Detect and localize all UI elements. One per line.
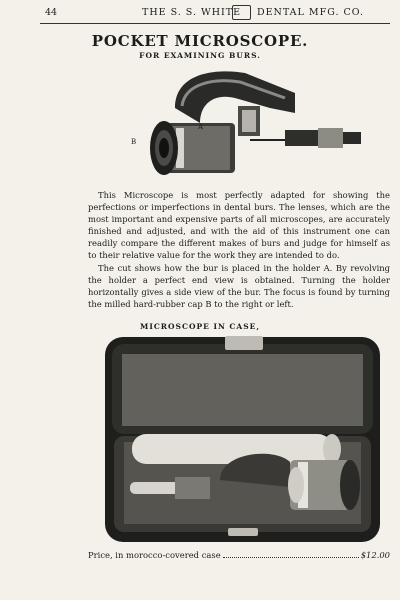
running-title-right: DENTAL MFG. CO. [257, 7, 364, 18]
microscope-illustration [120, 68, 370, 178]
price-label: Price, in morocco-covered case [88, 550, 221, 560]
microscope-case-illustration [100, 332, 385, 547]
page-title: POCKET MICROSCOPE. [91, 32, 309, 50]
page-number: 44 [45, 7, 58, 18]
figure-label-b: B [131, 138, 137, 146]
running-title-left: THE S. S. WHITE [142, 7, 242, 18]
figure-label-a: A [198, 123, 204, 131]
figure-caption: MICROSCOPE IN CASE, [140, 322, 260, 331]
page-subtitle: FOR EXAMINING BURS. [139, 51, 261, 60]
header-rule [40, 23, 390, 24]
price-line [88, 550, 390, 560]
paragraph-1: This Microscope is most perfectly adapted for showing the perfections or imperfections in dental burs. The lenses, which are the most important and expensive parts of all microscopes, are accurately finished and adjusted, and with the aid of this instrument one can readily compare the different makes of burs and judge for himself as to their relative value for the work they are intended to do. [88, 190, 390, 261]
company-logo [232, 5, 251, 20]
price-amount: $12.00 [360, 550, 390, 560]
leader-dots [223, 557, 359, 558]
description-text [88, 189, 390, 310]
paragraph-2: The cut shows how the bur is placed in the holder A. By revolving the holder a perfect end view is obtained. Turning the holder horizontally gives a side view of the bur. The focus is found by turning the milled hard-rubber cap B to the right or left. [88, 262, 390, 309]
